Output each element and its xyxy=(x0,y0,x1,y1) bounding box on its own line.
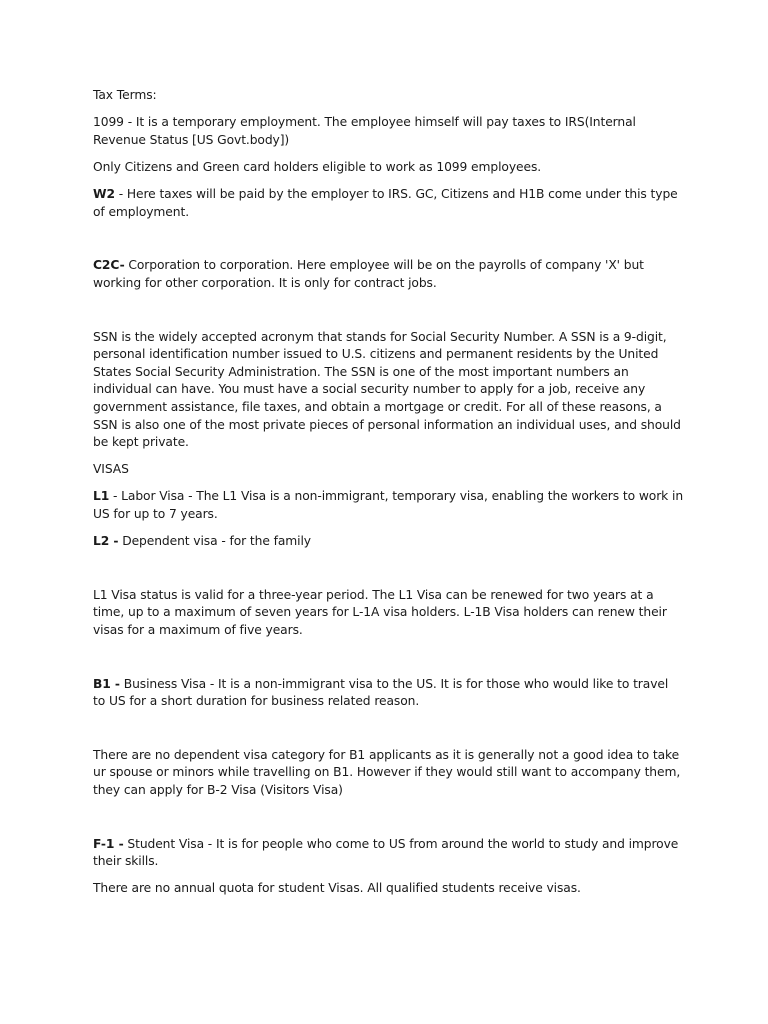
definition-b1: Business Visa - It is a non-immigrant visa to the US. It is for those who would like to travel to US for a short duration for business related reason. xyxy=(93,676,669,709)
paragraph-l2 xyxy=(93,533,683,551)
term-f1: F-1 - xyxy=(93,836,124,851)
tax-terms-heading: Tax Terms: xyxy=(93,88,157,102)
paragraph-c2c xyxy=(93,257,683,292)
definition-w2: - Here taxes will be paid by the employer to IRS. GC, Citizens and H1B come under this type of employment. xyxy=(93,187,678,219)
paragraph-1099 xyxy=(93,114,683,149)
paragraph-ssn: SSN is the widely accepted acronym that stands for Social Security Number. A SSN is a 9-digit, personal identification number issued to U.S. citizens and permanent residents by the United States Social Security Administration. The SSN is one of the most important numbers an individual can have. You must have a social security number to apply for a job, receive any government assistance, file taxes, and obtain a mortgage or credit. For all of these reasons, a SSN is also one of the most private pieces of personal information an individual uses, and should be kept private. xyxy=(93,329,681,450)
paragraph-l1-status: L1 Visa status is valid for a three-year period. The L1 Visa can be renewed for two years at a time, up to a maximum of seven years for L-1A visa holders. L-1B Visa holders can renew their visas for a maximum of five years. xyxy=(93,587,667,638)
definition-f1: Student Visa - It is for people who come to US from around the world to study and improve their skills. xyxy=(93,836,679,869)
paragraph-b1-dependents: There are no dependent visa category for B1 applicants as it is generally not a good idea to take ur spouse or minors while travelling on B1. However if they would still want to accompany them, they can apply for B-2 Visa (Visitors Visa) xyxy=(93,747,681,797)
paragraph-f1 xyxy=(93,836,683,871)
term-b1: B1 - xyxy=(93,676,120,691)
paragraph-f1-quota: There are no annual quota for student Visas. All qualified students receive visas. xyxy=(93,881,581,896)
paragraph-1099-eligibility: Only Citizens and Green card holders eligible to work as 1099 employees. xyxy=(93,159,542,174)
definition-1099: - It is a temporary employment. The employee himself will pay taxes to IRS(Internal Revenue Status [US Govt.body]) xyxy=(93,115,636,147)
term-l1: L1 xyxy=(93,489,110,504)
definition-l1: - Labor Visa - The L1 Visa is a non-immigrant, temporary visa, enabling the workers to work in US for up to 7 years. xyxy=(93,489,684,522)
paragraph-l1 xyxy=(93,488,683,523)
term-w2: W2 xyxy=(93,187,115,202)
paragraph-w2 xyxy=(93,186,683,221)
document-body xyxy=(93,87,683,908)
paragraph-b1 xyxy=(93,676,683,711)
visas-heading: VISAS xyxy=(93,462,129,477)
term-1099: 1099 xyxy=(93,115,124,130)
term-c2c: C2C- xyxy=(93,258,125,273)
definition-l2: Dependent visa - for the family xyxy=(118,534,311,549)
term-l2: L2 - xyxy=(93,534,119,549)
definition-c2c: Corporation to corporation. Here employee will be on the payrolls of company 'X' but working for other corporation. It is only for contract jobs. xyxy=(93,258,644,290)
